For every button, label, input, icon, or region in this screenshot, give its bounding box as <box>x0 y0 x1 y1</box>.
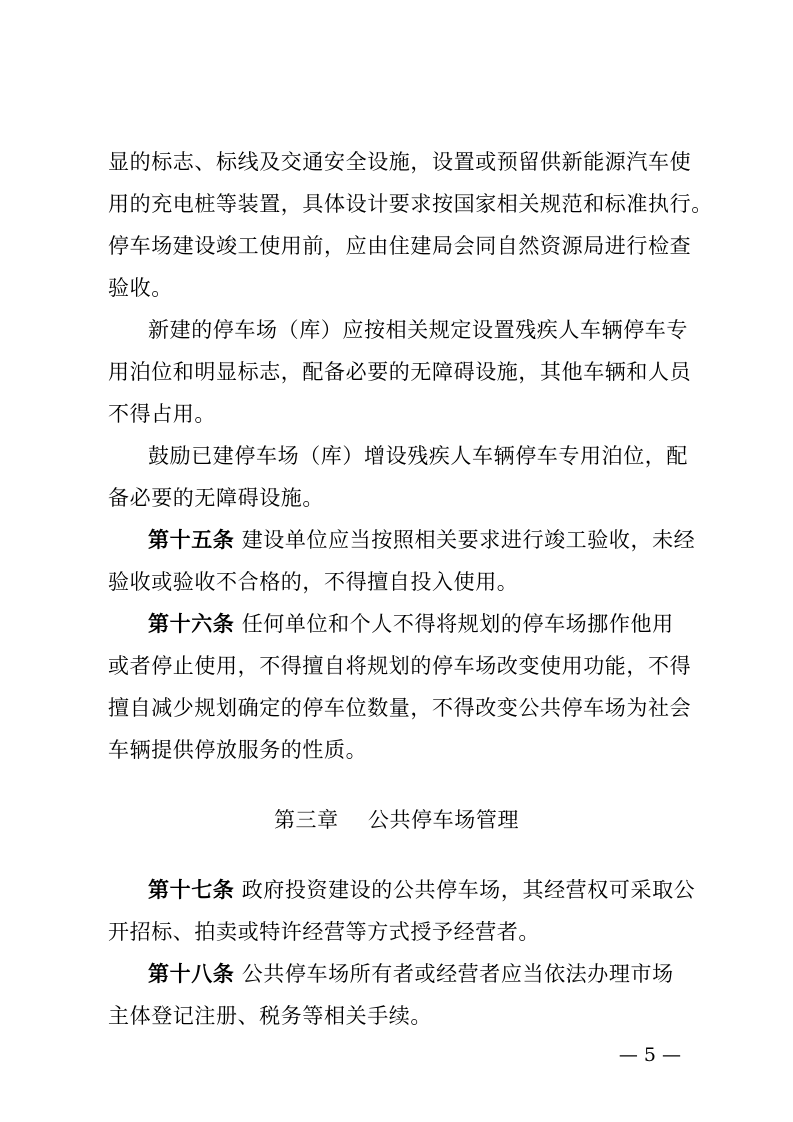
article-15-label: 第十五条 <box>148 528 235 552</box>
text-line: 用的充电桩等装置，具体设计要求按国家相关规范和标准执行。 <box>108 192 713 216</box>
page-number: — 5 — <box>618 1044 681 1066</box>
article-18-text: 公共停车场所有者或经营者应当依法办理市场 <box>241 962 674 986</box>
text-line: 主体登记注册、税务等相关手续。 <box>108 1004 432 1028</box>
article-17-label: 第十七条 <box>148 878 235 902</box>
article-17-text: 政府投资建设的公共停车场，其经营权可采取公 <box>241 878 696 902</box>
article-16-text: 任何单位和个人不得将规划的停车场挪作他用 <box>241 612 674 636</box>
article-16-line <box>148 610 674 638</box>
text-line: 新建的停车场（库）应按相关规定设置残疾人车辆停车专 <box>148 318 688 342</box>
text-line: 验收。 <box>108 276 173 300</box>
text-line: 用泊位和明显标志，配备必要的无障碍设施，其他车辆和人员 <box>108 360 692 384</box>
article-18-line <box>148 960 674 988</box>
text-line: 验收或验收不合格的，不得擅自投入使用。 <box>108 570 519 594</box>
text-line: 备必要的无障碍设施。 <box>108 486 324 510</box>
article-15-text: 建设单位应当按照相关要求进行竣工验收，未经 <box>241 528 696 552</box>
article-15-line <box>148 526 695 554</box>
text-line: 或者停止使用，不得擅自将规划的停车场改变使用功能，不得 <box>108 654 692 678</box>
text-line: 不得占用。 <box>108 402 216 426</box>
chapter-heading: 第三章 公共停车场管理 <box>273 808 520 832</box>
text-line: 显的标志、标线及交通安全设施，设置或预留供新能源汽车使 <box>108 150 692 174</box>
text-line: 开招标、拍卖或特许经营等方式授予经营者。 <box>108 920 540 944</box>
text-line: 鼓励已建停车场（库）增设残疾人车辆停车专用泊位，配 <box>148 444 688 468</box>
text-line: 擅自减少规划确定的停车位数量，不得改变公共停车场为社会 <box>108 696 692 720</box>
article-16-label: 第十六条 <box>148 612 235 636</box>
article-17-line <box>148 876 695 904</box>
article-18-label: 第十八条 <box>148 962 235 986</box>
text-line: 停车场建设竣工使用前，应由住建局会同自然资源局进行检查 <box>108 234 692 258</box>
text-line: 车辆提供停放服务的性质。 <box>108 738 368 762</box>
